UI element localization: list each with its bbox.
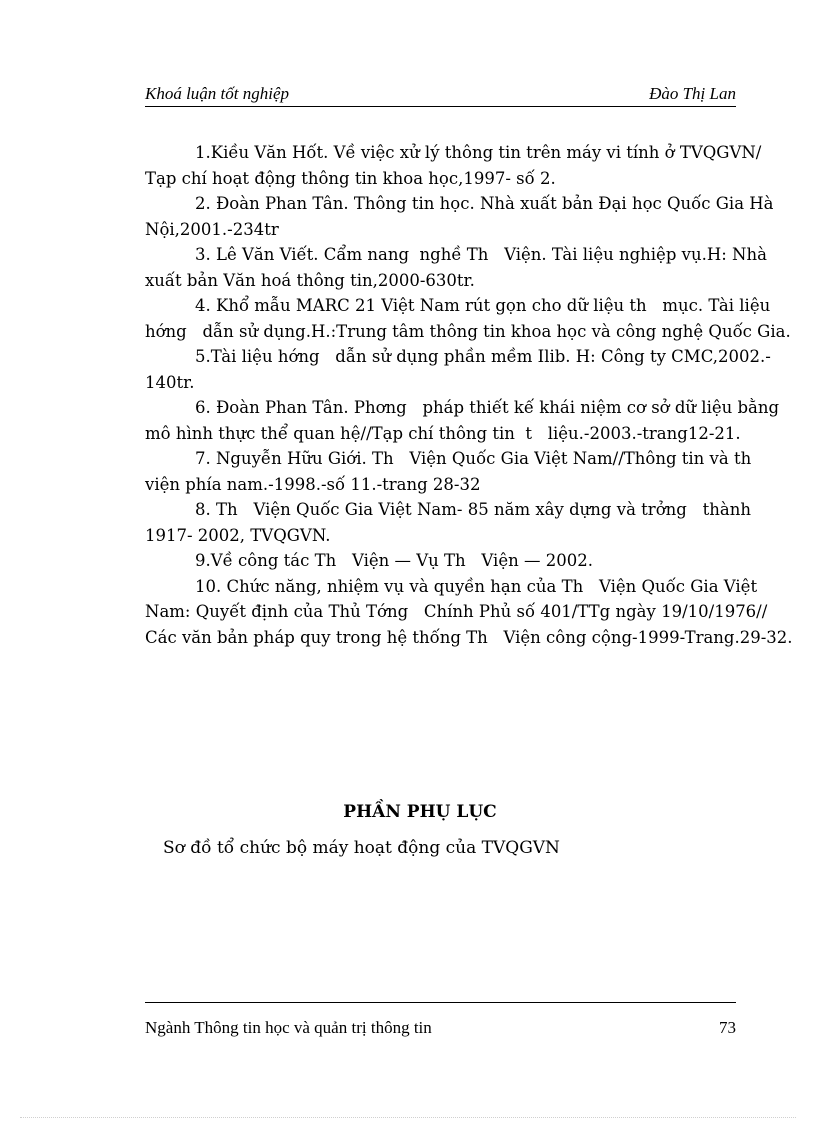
reference-line: hớng dẫn sử dụng.H.:Trung tâm thông tin khoa học và công nghệ Quốc Gia. xyxy=(145,321,791,341)
reference-line: Các văn bản pháp quy trong hệ thống Th Viện công cộng-1999-Trang.29-32. xyxy=(145,627,793,647)
reference-item xyxy=(145,344,771,395)
reference-line: 1.Kiều Văn Hốt. Về việc xử lý thông tin trên máy vi tính ở TVQGVN/ xyxy=(195,143,762,162)
reference-line: Nam: Quyết định của Thủ Tớng Chính Phủ số 401/TTg ngày 19/10/1976// xyxy=(145,602,768,621)
footer-divider xyxy=(145,1002,736,1003)
reference-line: Nội,2001.-234tr xyxy=(145,219,279,239)
header-author: Đào Thị Lan xyxy=(649,84,736,103)
reference-line: 10. Chức năng, nhiệm vụ và quyền hạn của Th Viện Quốc Gia Việt xyxy=(195,576,758,596)
reference-line: 5.Tài liệu hớng dẫn sử dụng phần mềm Ilib. H: Công ty CMC,2002.- xyxy=(195,347,771,366)
reference-line: 7. Nguyễn Hữu Giới. Th Viện Quốc Gia Việt Nam//Thông tin và th xyxy=(195,449,752,468)
reference-item xyxy=(145,242,767,293)
page-header xyxy=(145,84,736,106)
reference-item xyxy=(145,293,791,344)
reference-line: viện phía nam.-1998.-số 11.-trang 28-32 xyxy=(145,474,481,494)
footer-department: Ngành Thông tin học và quản trị thông tin xyxy=(145,1018,432,1037)
header-title: Khoá luận tốt nghiệp xyxy=(145,84,290,103)
reference-item xyxy=(145,497,751,548)
reference-item xyxy=(145,446,751,497)
reference-line: mô hình thực thể quan hệ//Tạp chí thông tin t liệu.-2003.-trang12-21. xyxy=(145,423,741,443)
appendix-subtitle: Sơ đồ tổ chức bộ máy hoạt động của TVQGVN xyxy=(163,838,560,858)
reference-item xyxy=(145,548,751,574)
reference-line: 140tr. xyxy=(145,372,195,392)
reference-line: 6. Đoàn Phan Tân. Phơng pháp thiết kế khái niệm cơ sở dữ liệu bằng xyxy=(195,398,780,417)
page-number: 73 xyxy=(719,1018,736,1037)
reference-item xyxy=(145,140,762,191)
reference-list xyxy=(145,140,793,650)
reference-line: 1917- 2002, TVQGVN. xyxy=(145,525,331,545)
reference-line: 4. Khổ mẫu MARC 21 Việt Nam rút gọn cho dữ liệu th mục. Tài liệu xyxy=(195,296,771,315)
page-edge-divider xyxy=(20,1117,796,1118)
reference-line: 9.Về công tác Th Viện — Vụ Th Viện — 2002. xyxy=(195,551,593,570)
reference-line: 3. Lê Văn Viết. Cẩm nang nghề Th Viện. Tài liệu nghiệp vụ.H: Nhà xyxy=(195,245,767,264)
reference-item xyxy=(145,395,780,446)
reference-line: Tạp chí hoạt động thông tin khoa học,1997- số 2. xyxy=(145,168,556,188)
reference-line: xuất bản Văn hoá thông tin,2000-630tr. xyxy=(145,270,475,290)
reference-item xyxy=(145,191,774,242)
reference-line: 8. Th Viện Quốc Gia Việt Nam- 85 năm xây dựng và trởng thành xyxy=(195,500,751,519)
reference-item xyxy=(145,574,793,651)
header-divider xyxy=(145,106,736,107)
reference-line: 2. Đoàn Phan Tân. Thông tin học. Nhà xuất bản Đại học Quốc Gia Hà xyxy=(195,194,774,213)
appendix-title: PHẦN PHỤ LỤC xyxy=(343,802,497,822)
